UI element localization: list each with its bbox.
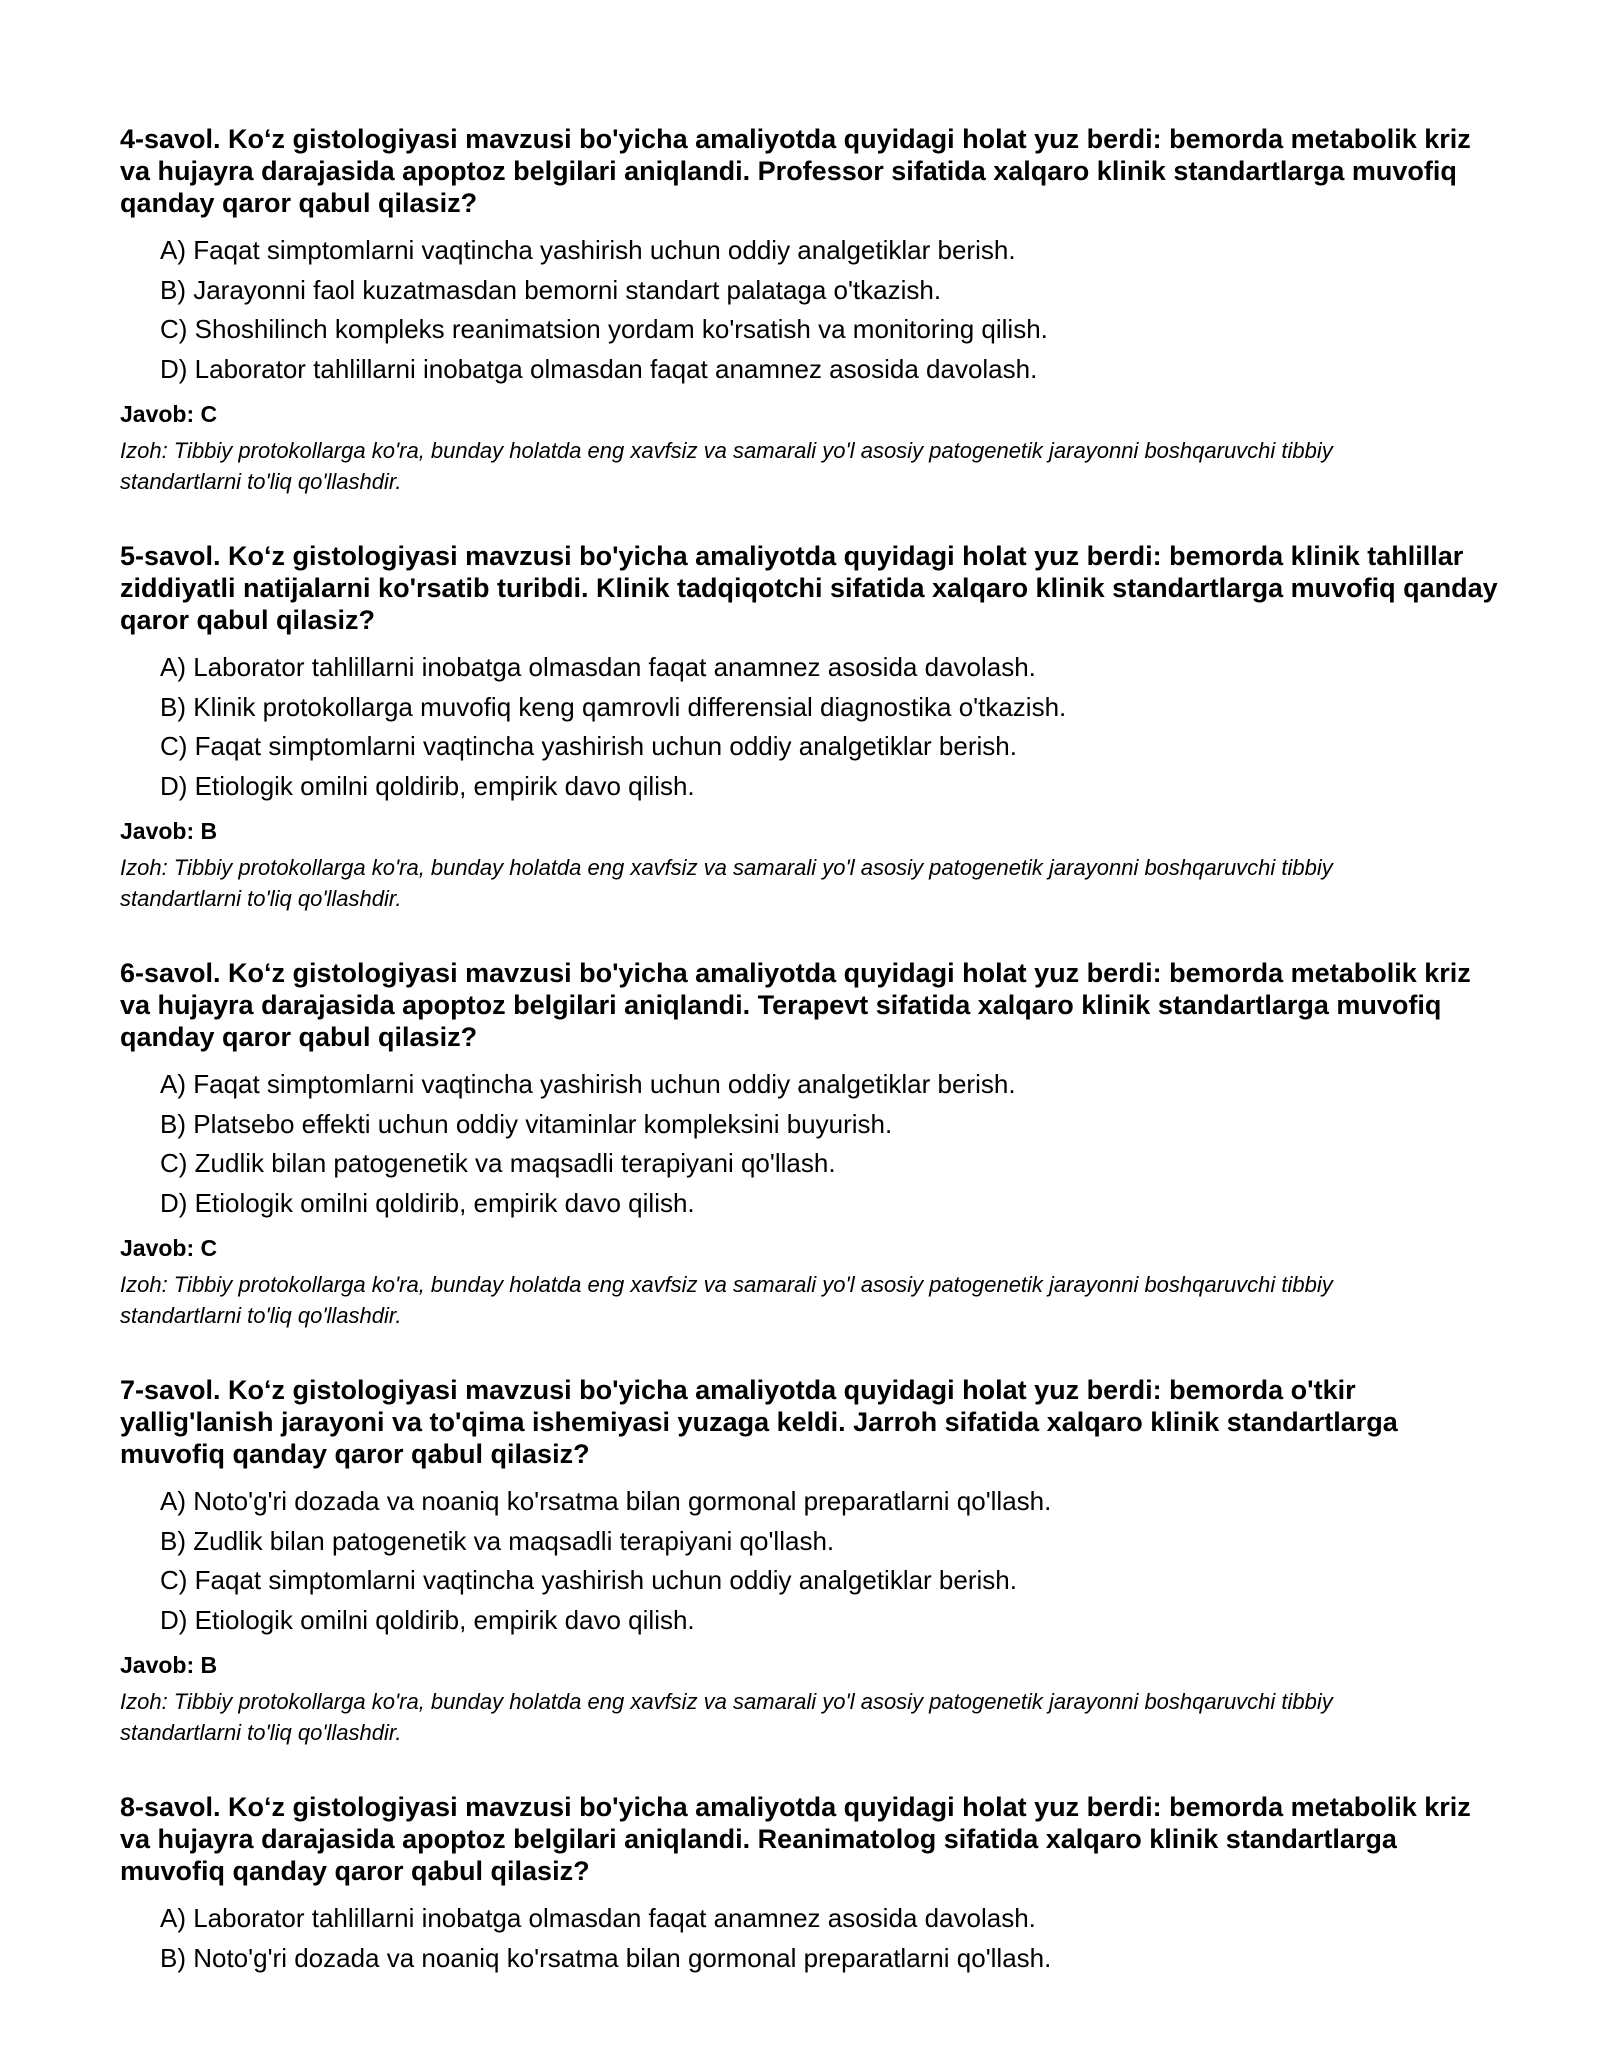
option-b: B) Platsebo effekti uchun oddiy vitaminlar kompleksini buyurish. bbox=[160, 1108, 893, 1139]
option-c: C) Faqat simptomlarni vaqtincha yashirish uchun oddiy analgetiklar berish. bbox=[160, 731, 1017, 761]
answer-label: Javob: C bbox=[120, 401, 218, 427]
option-a: A) Noto'g'ri dozada va noaniq ko'rsatma bilan gormonal preparatlarni qo'llash. bbox=[160, 1486, 1052, 1516]
question-block bbox=[120, 123, 1500, 497]
option-b: B) Zudlik bilan patogenetik va maqsadli terapiyani qo'llash. bbox=[160, 1525, 835, 1556]
option-b: B) Jarayonni faol kuzatmasdan bemorni standart palataga o'tkazish. bbox=[160, 274, 942, 305]
question-title: 8-savol. Koʻz gistologiyasi mavzusi bo'yicha amaliyotda quyidagi holat yuz berdi: bemorda metabolik kriz va hujayra darajasida apoptoz belgilari aniqlandi. Reanimatolog sifatida xalqaro klinik standartlarga muvofiq qanday qaror qabul qilasiz? bbox=[120, 1792, 1471, 1886]
option-a: A) Faqat simptomlarni vaqtincha yashirish uchun oddiy analgetiklar berish. bbox=[160, 235, 1016, 265]
option-a: A) Laborator tahlillarni inobatga olmasdan faqat anamnez asosida davolash. bbox=[160, 1903, 1036, 1933]
question-title: 6-savol. Koʻz gistologiyasi mavzusi bo'yicha amaliyotda quyidagi holat yuz berdi: bemorda metabolik kriz va hujayra darajasida apoptoz belgilari aniqlandi. Terapevt sifatida xalqaro klinik standartlarga muvofiq qanday qaror qabul qilasiz? bbox=[120, 958, 1471, 1052]
option-b: B) Klinik protokollarga muvofiq keng qamrovli differensial diagnostika o'tkazish. bbox=[160, 691, 1067, 722]
question-title: 5-savol. Koʻz gistologiyasi mavzusi bo'yicha amaliyotda quyidagi holat yuz berdi: bemorda klinik tahlillar ziddiyatli natijalarni ko'rsatib turibdi. Klinik tadqiqotchi sifatida xalqaro klinik standartlarga muvofiq qanday qaror qabul qilasiz? bbox=[120, 541, 1498, 635]
option-list bbox=[120, 231, 1500, 389]
question-block bbox=[120, 1791, 1500, 1978]
option-b: B) Noto'g'ri dozada va noaniq ko'rsatma bilan gormonal preparatlarni qo'llash. bbox=[160, 1942, 1052, 1973]
question-block bbox=[120, 540, 1500, 914]
question-title: 4-savol. Koʻz gistologiyasi mavzusi bo'yicha amaliyotda quyidagi holat yuz berdi: bemorda metabolik kriz va hujayra darajasida apoptoz belgilari aniqlandi. Professor sifatida xalqaro klinik standartlarga muvofiq qanday qaror qabul qilasiz? bbox=[120, 124, 1471, 218]
explanation-note: Izoh: Tibbiy protokollarga ko'ra, bunday holatda eng xavfsiz va samarali yo'l asosiy patogenetik jarayonni boshqaruvchi tibbiy standartlarni to'liq qo'llashdir. bbox=[120, 1272, 1333, 1328]
option-a: A) Faqat simptomlarni vaqtincha yashirish uchun oddiy analgetiklar berish. bbox=[160, 1069, 1016, 1099]
answer-label: Javob: B bbox=[120, 818, 218, 844]
option-d: D) Etiologik omilni qoldirib, empirik davo qilish. bbox=[160, 1604, 695, 1635]
option-list bbox=[120, 1065, 1500, 1223]
question-list bbox=[120, 123, 1500, 2021]
option-d: D) Etiologik omilni qoldirib, empirik davo qilish. bbox=[160, 770, 695, 801]
option-d: D) Laborator tahlillarni inobatga olmasdan faqat anamnez asosida davolash. bbox=[160, 353, 1038, 384]
option-list bbox=[120, 1482, 1500, 1640]
answer-label: Javob: C bbox=[120, 1235, 218, 1261]
option-d: D) Etiologik omilni qoldirib, empirik davo qilish. bbox=[160, 1187, 695, 1218]
option-list bbox=[120, 648, 1500, 806]
answer-label: Javob: B bbox=[120, 1652, 218, 1678]
option-a: A) Laborator tahlillarni inobatga olmasdan faqat anamnez asosida davolash. bbox=[160, 652, 1036, 682]
explanation-note: Izoh: Tibbiy protokollarga ko'ra, bunday holatda eng xavfsiz va samarali yo'l asosiy patogenetik jarayonni boshqaruvchi tibbiy standartlarni to'liq qo'llashdir. bbox=[120, 438, 1333, 494]
option-c: C) Shoshilinch kompleks reanimatsion yordam ko'rsatish va monitoring qilish. bbox=[160, 314, 1048, 344]
option-c: C) Faqat simptomlarni vaqtincha yashirish uchun oddiy analgetiklar berish. bbox=[160, 1565, 1017, 1595]
option-list bbox=[120, 1899, 1500, 1978]
question-block bbox=[120, 957, 1500, 1331]
option-c: C) Zudlik bilan patogenetik va maqsadli terapiyani qo'llash. bbox=[160, 1148, 836, 1178]
explanation-note: Izoh: Tibbiy protokollarga ko'ra, bunday holatda eng xavfsiz va samarali yo'l asosiy patogenetik jarayonni boshqaruvchi tibbiy standartlarni to'liq qo'llashdir. bbox=[120, 1689, 1333, 1745]
explanation-note: Izoh: Tibbiy protokollarga ko'ra, bunday holatda eng xavfsiz va samarali yo'l asosiy patogenetik jarayonni boshqaruvchi tibbiy standartlarni to'liq qo'llashdir. bbox=[120, 855, 1333, 911]
question-block bbox=[120, 1374, 1500, 1748]
question-title: 7-savol. Koʻz gistologiyasi mavzusi bo'yicha amaliyotda quyidagi holat yuz berdi: bemorda o'tkir yallig'lanish jarayoni va to'qima ishemiyasi yuzaga keldi. Jarroh sifatida xalqaro klinik standartlarga muvofiq qanday qaror qabul qilasiz? bbox=[120, 1375, 1398, 1469]
